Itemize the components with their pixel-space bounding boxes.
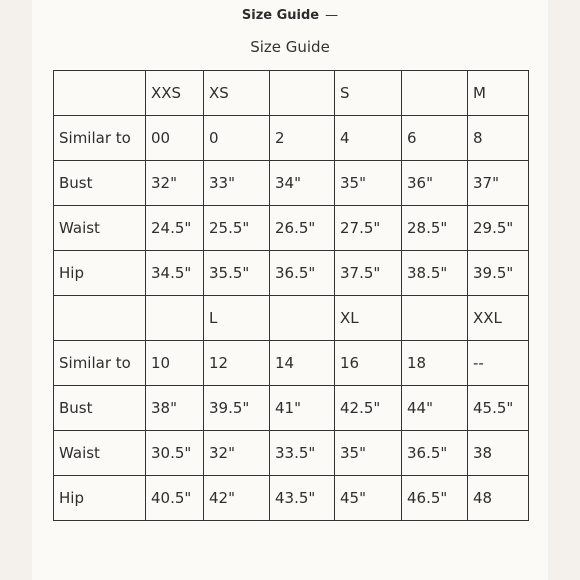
- table-cell: 8: [468, 116, 529, 161]
- table-cell: 14: [270, 341, 335, 386]
- table-row: [54, 476, 529, 521]
- table-cell: 37": [468, 161, 529, 206]
- table-cell: XL: [335, 296, 402, 341]
- table-cell: 44": [402, 386, 468, 431]
- table-cell: M: [468, 71, 529, 116]
- table-row: [54, 206, 529, 251]
- table-cell: XXS: [146, 71, 204, 116]
- table-cell: 33.5": [270, 431, 335, 476]
- table-cell: 32": [146, 161, 204, 206]
- table-cell: 46.5": [402, 476, 468, 521]
- table-cell: 00: [146, 116, 204, 161]
- table-cell: --: [468, 341, 529, 386]
- table-row: [54, 71, 529, 116]
- table-cell: [402, 296, 468, 341]
- table-cell: 18: [402, 341, 468, 386]
- table-cell: XXL: [468, 296, 529, 341]
- table-cell: 38: [468, 431, 529, 476]
- table-cell: 30.5": [146, 431, 204, 476]
- table-cell: 2: [270, 116, 335, 161]
- table-cell: 35.5": [204, 251, 270, 296]
- table-cell: 12: [204, 341, 270, 386]
- header[interactable]: [32, 8, 548, 23]
- table-row: [54, 296, 529, 341]
- table-cell: 29.5": [468, 206, 529, 251]
- row-label-cell: Similar to: [54, 341, 146, 386]
- row-label-cell: Waist: [54, 431, 146, 476]
- table-cell: 10: [146, 341, 204, 386]
- table-row: [54, 431, 529, 476]
- table-cell: 48: [468, 476, 529, 521]
- row-label-cell: Similar to: [54, 116, 146, 161]
- table-row: [54, 116, 529, 161]
- table-cell: 25.5": [204, 206, 270, 251]
- table-cell: 33": [204, 161, 270, 206]
- table-cell: 27.5": [335, 206, 402, 251]
- table-cell: 34.5": [146, 251, 204, 296]
- table-cell: 38": [146, 386, 204, 431]
- table-cell: 41": [270, 386, 335, 431]
- table-cell: 42.5": [335, 386, 402, 431]
- table-cell: [270, 71, 335, 116]
- table-cell: 6: [402, 116, 468, 161]
- table-cell: 36": [402, 161, 468, 206]
- size-table: [53, 70, 529, 521]
- table-cell: 39.5": [468, 251, 529, 296]
- row-label-cell: Bust: [54, 161, 146, 206]
- table-cell: 34": [270, 161, 335, 206]
- collapse-dash-icon[interactable]: —: [325, 8, 339, 23]
- table-cell: [146, 296, 204, 341]
- table-cell: 40.5": [146, 476, 204, 521]
- row-label-cell: [54, 71, 146, 116]
- table-cell: L: [204, 296, 270, 341]
- row-label-cell: Hip: [54, 476, 146, 521]
- table-cell: 43.5": [270, 476, 335, 521]
- table-cell: 28.5": [402, 206, 468, 251]
- size-table-body: [54, 71, 529, 521]
- table-cell: 24.5": [146, 206, 204, 251]
- table-cell: 38.5": [402, 251, 468, 296]
- table-cell: 45.5": [468, 386, 529, 431]
- table-row: [54, 386, 529, 431]
- table-cell: 0: [204, 116, 270, 161]
- table-cell: 36.5": [270, 251, 335, 296]
- table-cell: 36.5": [402, 431, 468, 476]
- table-cell: 45": [335, 476, 402, 521]
- row-label-cell: Hip: [54, 251, 146, 296]
- table-cell: [402, 71, 468, 116]
- table-cell: 26.5": [270, 206, 335, 251]
- table-cell: 42": [204, 476, 270, 521]
- table-cell: 39.5": [204, 386, 270, 431]
- table-cell: 32": [204, 431, 270, 476]
- table-cell: 35": [335, 161, 402, 206]
- row-label-cell: Bust: [54, 386, 146, 431]
- header-title: Size Guide: [241, 8, 320, 23]
- page-title: Size Guide: [250, 38, 330, 56]
- table-cell: 35": [335, 431, 402, 476]
- row-label-cell: [54, 296, 146, 341]
- table-cell: [270, 296, 335, 341]
- table-cell: 37.5": [335, 251, 402, 296]
- table-row: [54, 161, 529, 206]
- table-cell: 4: [335, 116, 402, 161]
- size-guide-sheet: [32, 0, 548, 580]
- table-cell: 16: [335, 341, 402, 386]
- table-cell: S: [335, 71, 402, 116]
- table-row: [54, 341, 529, 386]
- table-row: [54, 251, 529, 296]
- row-label-cell: Waist: [54, 206, 146, 251]
- table-cell: XS: [204, 71, 270, 116]
